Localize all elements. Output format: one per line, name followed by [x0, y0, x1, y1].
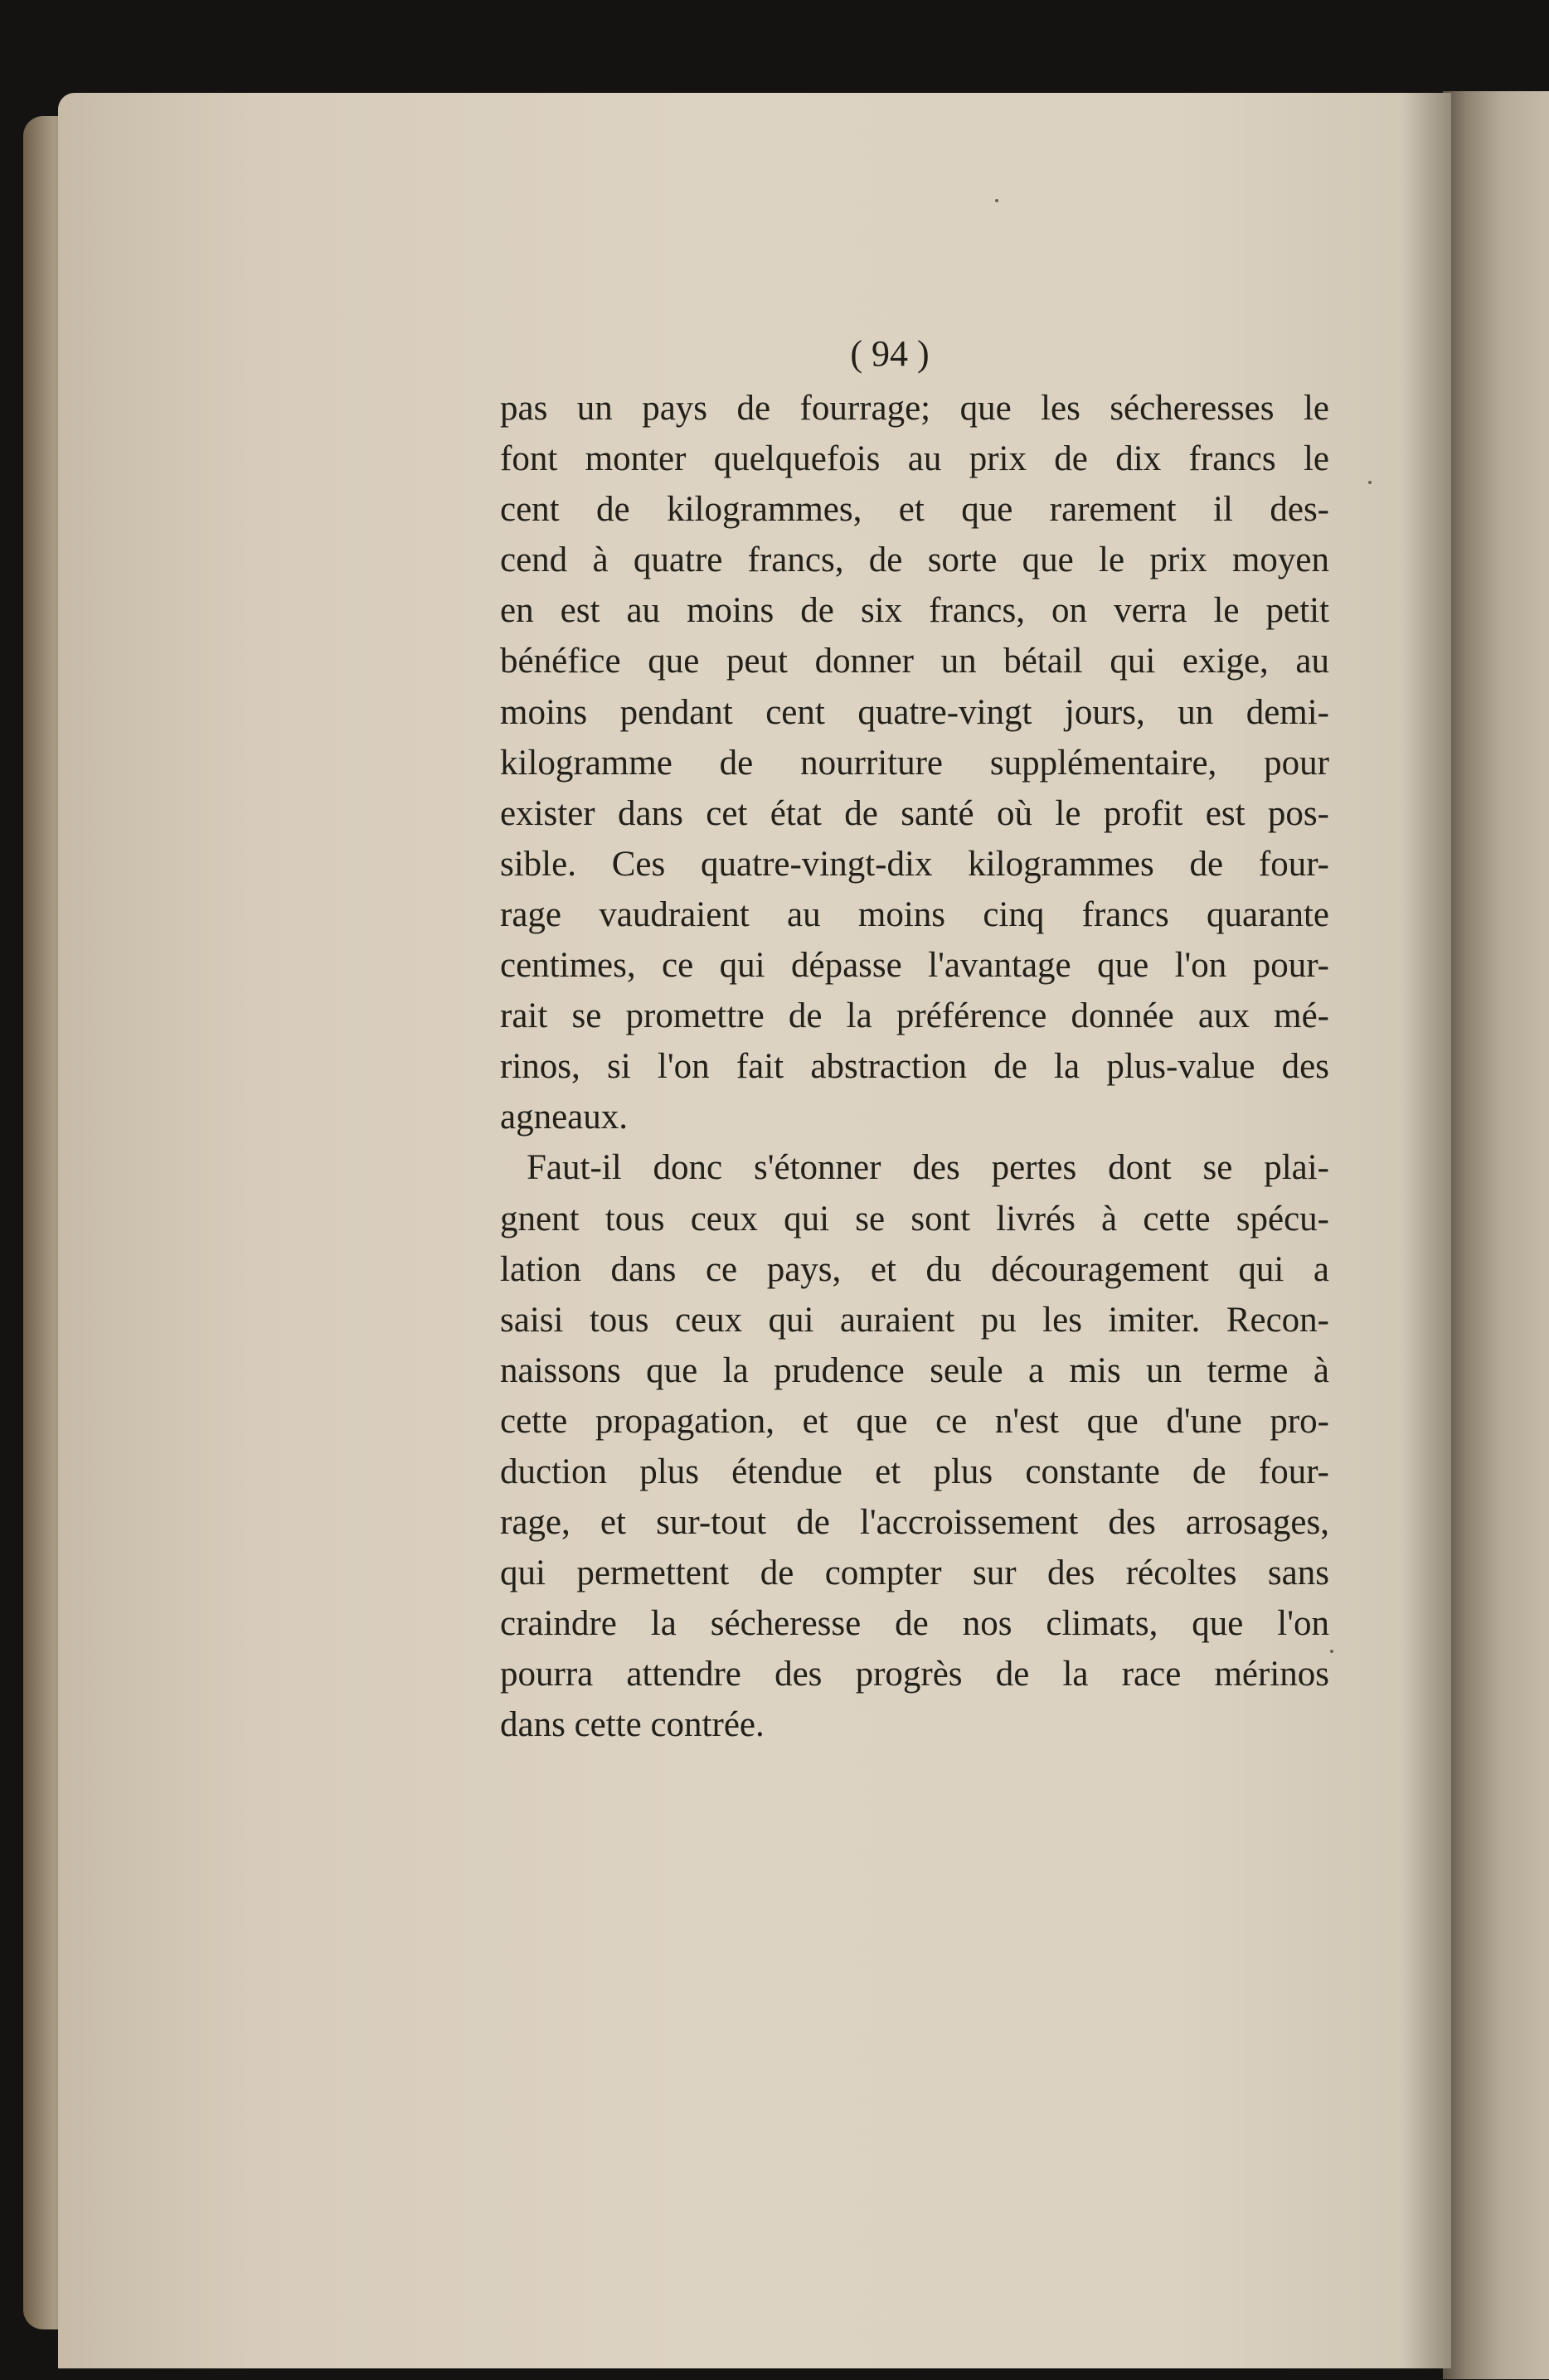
gutter-shadow: [1401, 93, 1451, 2368]
text-line: exister dans cet état de santé où le profit est pos-: [500, 793, 1329, 833]
right-page-edge: [1443, 91, 1549, 2379]
text-line: moins pendant cent quatre-vingt jours, un demi-: [500, 692, 1329, 732]
page-text: [500, 325, 1329, 1751]
text-line: qui permettent de compter sur des récoltes sans: [500, 1554, 1329, 1593]
text-line: gnent tous ceux qui se sont livrés à cette spécu-: [500, 1199, 1329, 1238]
text-line: sible. Ces quatre-vingt-dix kilogrammes de four-: [500, 844, 1329, 884]
text-line: dans cette contrée.: [500, 1705, 765, 1745]
text-line: agneaux.: [500, 1098, 629, 1137]
text-line: font monter quelquefois au prix de dix francs le: [500, 439, 1329, 479]
text-line: duction plus étendue et plus constante de four-: [500, 1452, 1329, 1491]
text-line: en est au moins de six francs, on verra le petit: [500, 591, 1329, 631]
text-line: cette propagation, et que ce n'est que d'une pro-: [500, 1401, 1329, 1441]
text-line: kilogramme de nourriture supplémentaire, pour: [500, 743, 1329, 783]
text-line: Faut-il donc s'étonner des pertes dont se plai-: [527, 1148, 1329, 1188]
text-line: saisi tous ceux qui auraient pu les imiter. Recon-: [500, 1300, 1329, 1340]
text-line: cend à quatre francs, de sorte que le prix moyen: [500, 540, 1329, 580]
text-line: rage, et sur-tout de l'accroissement des arrosages,: [500, 1503, 1329, 1543]
text-line: pourra attendre des progrès de la race mérinos: [500, 1655, 1329, 1694]
text-line: bénéfice que peut donner un bétail qui exige, au: [500, 642, 1329, 681]
paper-speck: [1368, 481, 1372, 484]
text-line: lation dans ce pays, et du découragement qui a: [500, 1249, 1329, 1289]
text-line: centimes, ce qui dépasse l'avantage que l'on pour-: [500, 946, 1329, 986]
page-number: ( 94 ): [850, 333, 930, 374]
text-line: rinos, si l'on fait abstraction de la plus-value des: [500, 1047, 1329, 1087]
text-line: rait se promettre de la préférence donnée aux mé-: [500, 996, 1329, 1036]
paper-speck: [1330, 1650, 1333, 1653]
text-line: pas un pays de fourrage; que les sécheresses le: [500, 389, 1329, 428]
text-line: cent de kilogrammes, et que rarement il des-: [500, 490, 1329, 530]
text-line: naissons que la prudence seule a mis un terme à: [500, 1350, 1329, 1390]
text-line: rage vaudraient au moins cinq francs quarante: [500, 894, 1329, 934]
text-line: craindre la sécheresse de nos climats, que l'on: [500, 1604, 1329, 1644]
paper-speck: [995, 199, 998, 202]
